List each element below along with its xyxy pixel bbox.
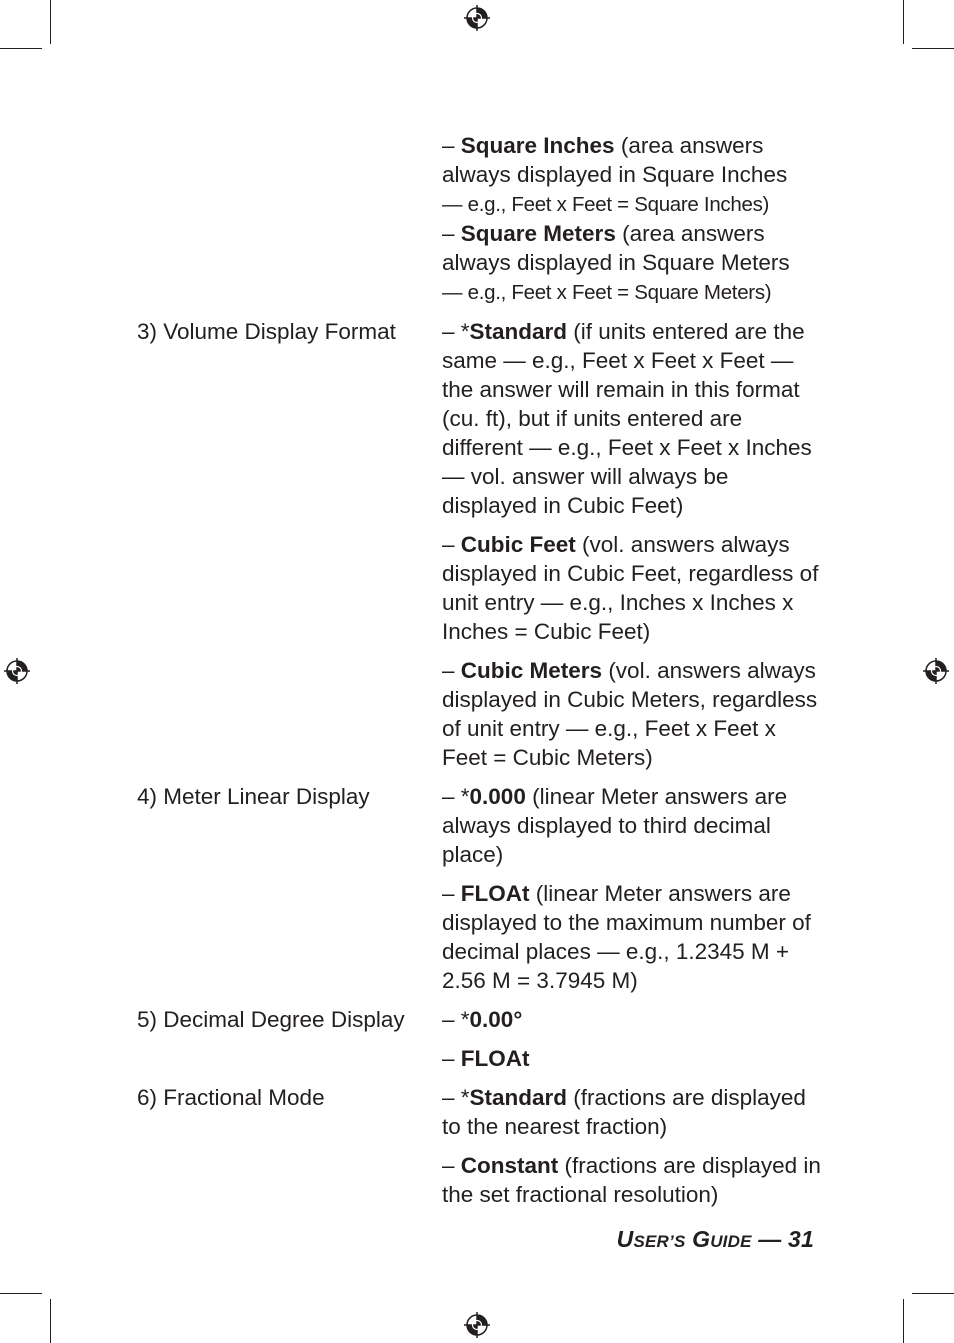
entry-options xyxy=(442,1083,827,1219)
registration-mark-icon xyxy=(464,1312,490,1338)
option-standard: – *Standard (fractions are displayed to the nearest fraction) xyxy=(442,1085,806,1139)
option-cubic-meters: – Cubic Meters (vol. answers always displayed in Cubic Meters, regardless of unit entry — e.g., Feet x Feet x Feet = Cubic Meters) xyxy=(442,658,818,770)
entry-options xyxy=(442,1005,827,1083)
crop-mark xyxy=(903,1299,904,1343)
option-standard: – *Standard (if units entered are the same — e.g., Feet x Feet x Feet — the answer will remain in this format (cu. ft), but if units entered are different — e.g., Feet x Feet x Inches — vol. answer will always be displayed in Cubic Feet) xyxy=(442,319,812,518)
entry-options xyxy=(442,317,827,782)
entry-options xyxy=(442,782,827,1005)
option-name: Constant xyxy=(460,1153,559,1178)
crop-mark xyxy=(912,1293,954,1294)
option-float: – FLOAt (linear Meter answers are displayed to the maximum number of decimal places — e.g., 1.2345 M + 2.56 M = 3.7945 M) xyxy=(442,881,811,993)
crop-mark xyxy=(912,48,954,49)
settings-entry-fractional-mode xyxy=(137,1083,827,1219)
page-number: — 31 xyxy=(751,1226,814,1252)
option-name: Square Meters xyxy=(460,221,616,246)
option-name: 0.00° xyxy=(469,1007,523,1032)
entry-label xyxy=(137,131,442,317)
crop-mark xyxy=(0,48,42,49)
crop-mark xyxy=(50,1299,51,1343)
entry-label: 6) Fractional Mode xyxy=(137,1085,325,1110)
option-name: Standard xyxy=(469,319,568,344)
option-name: Cubic Meters xyxy=(460,658,603,683)
option-float: – FLOAt xyxy=(442,1046,530,1071)
entry-options xyxy=(442,131,827,317)
option-name: FLOAt xyxy=(460,881,530,906)
option-square-inches: – Square Inches (area answers always displayed in Square Inches — e.g., Feet x Feet = Square Inches) xyxy=(442,133,788,216)
registration-mark-icon xyxy=(464,5,490,31)
option-square-meters: – Square Meters (area answers always displayed in Square Meters — e.g., Feet x Feet = Square Meters) xyxy=(442,221,790,304)
option-name: 0.000 xyxy=(469,784,526,809)
registration-mark-icon xyxy=(4,658,30,684)
crop-mark xyxy=(0,1293,42,1294)
entry-label: 5) Decimal Degree Display xyxy=(137,1007,405,1032)
settings-entry xyxy=(137,131,827,317)
registration-mark-icon xyxy=(923,658,949,684)
option-three-decimals: – *0.000 (linear Meter answers are always displayed to third decimal place) xyxy=(442,784,788,867)
option-name: Standard xyxy=(469,1085,568,1110)
option-name: FLOAt xyxy=(460,1046,530,1071)
option-two-decimals: – *0.00° xyxy=(442,1007,523,1032)
option-cubic-feet: – Cubic Feet (vol. answers always displayed in Cubic Feet, regardless of unit entry — e.g., Inches x Inches x Inches = Cubic Feet) xyxy=(442,532,819,644)
entry-label: 4) Meter Linear Display xyxy=(137,784,370,809)
settings-entry-meter-linear xyxy=(137,782,827,1005)
settings-entry-decimal-degree xyxy=(137,1005,827,1083)
page-footer: USER’S GUIDE — 31 xyxy=(616,1226,814,1252)
settings-list xyxy=(137,131,827,1219)
entry-label: 3) Volume Display Format xyxy=(137,319,396,344)
option-name: Square Inches xyxy=(460,133,615,158)
crop-mark xyxy=(903,0,904,44)
crop-mark xyxy=(50,0,51,44)
settings-entry-volume-display xyxy=(137,317,827,782)
option-constant: – Constant (fractions are displayed in the set fractional resolution) xyxy=(442,1153,821,1207)
option-name: Cubic Feet xyxy=(460,532,576,557)
